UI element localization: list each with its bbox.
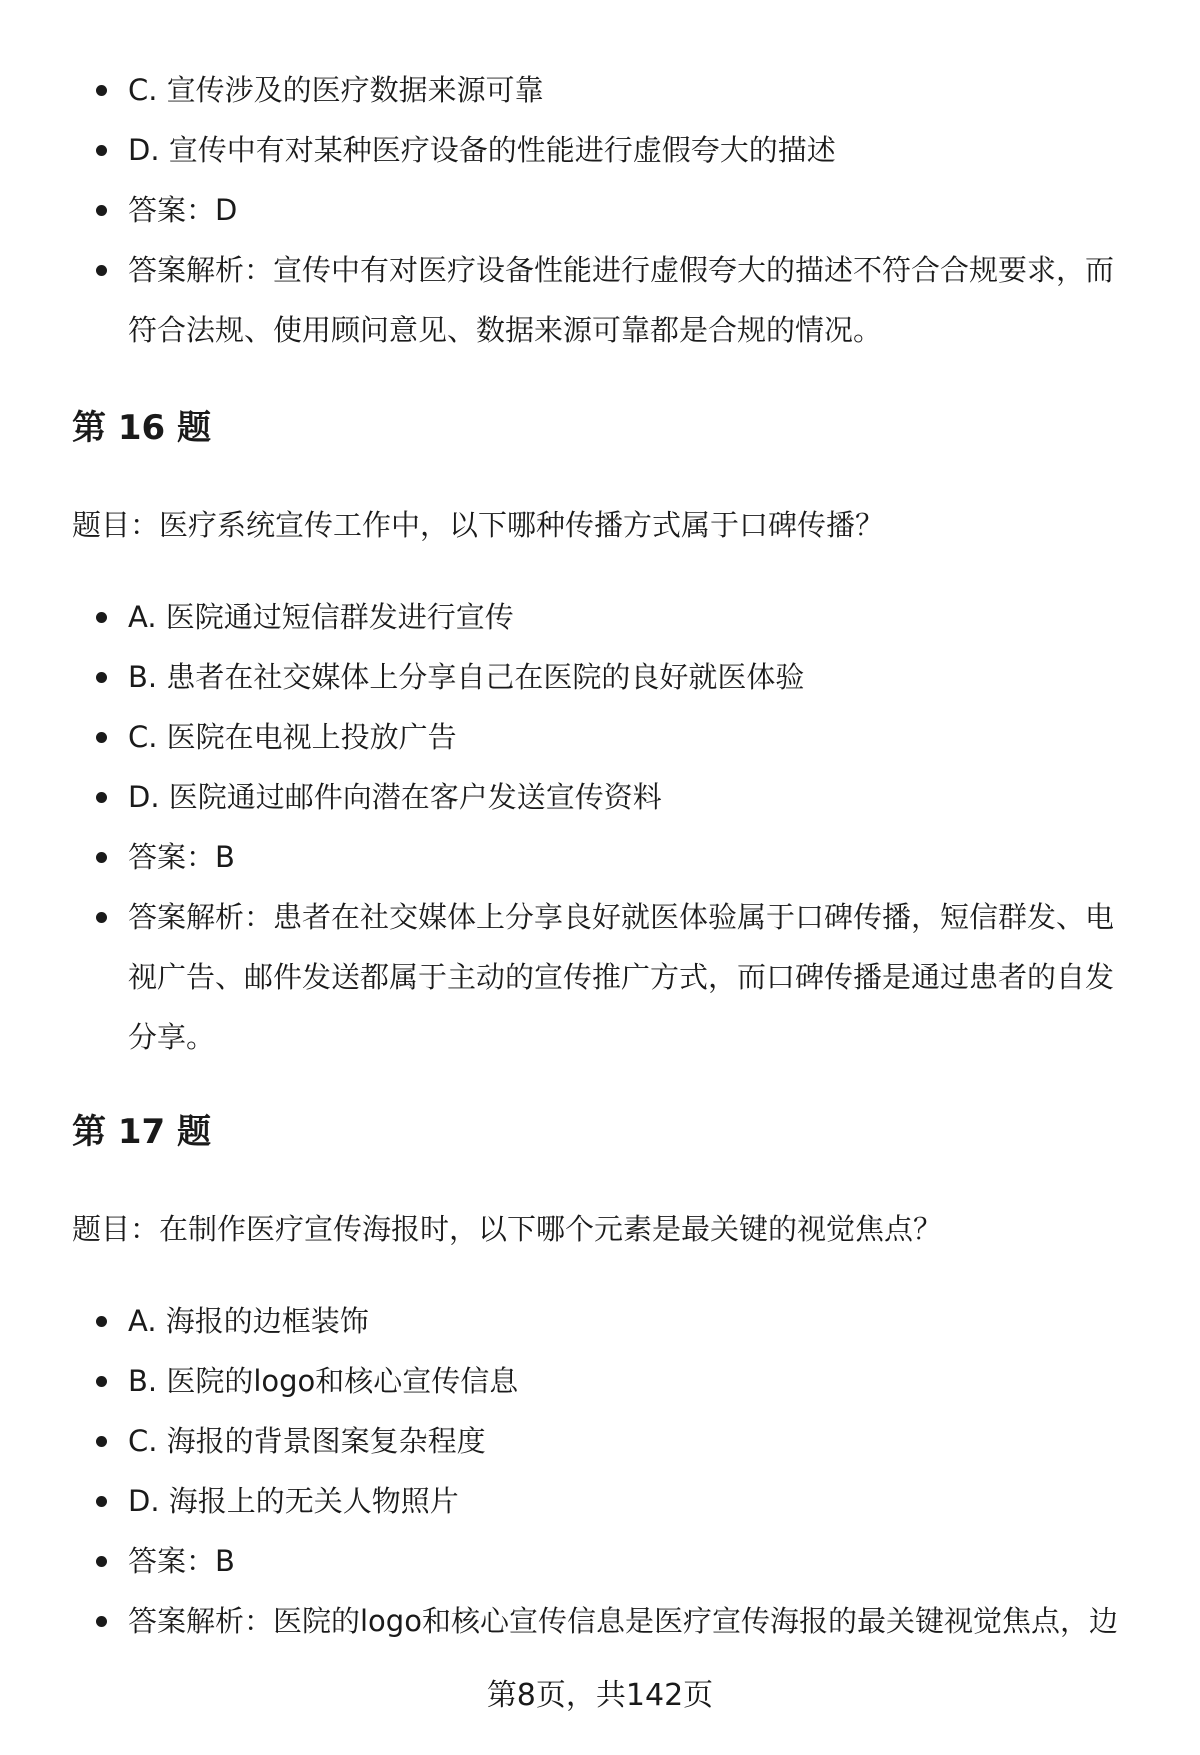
bullet-icon	[96, 1616, 107, 1627]
option-b	[0, 647, 1200, 707]
explanation-line-2: 视广告、邮件发送都属于主动的宣传推广方式，而口碑传播是通过患者的自发	[128, 960, 1115, 994]
answer	[0, 180, 1200, 240]
option-text: A. 海报的边框装饰	[128, 1304, 369, 1338]
bullet-icon	[96, 672, 107, 683]
answer-explanation-continued	[0, 1007, 1200, 1067]
option-list	[0, 60, 1200, 360]
page-number-footer: 第8页，共142页	[486, 1678, 714, 1713]
option-c	[0, 60, 1200, 120]
option-d	[0, 767, 1200, 827]
question-17-options	[0, 1291, 1200, 1651]
bullet-icon	[96, 265, 107, 276]
question-15-continuation	[0, 60, 1200, 360]
explanation-line-1: 答案解析：宣传中有对医疗设备性能进行虚假夸大的描述不符合合规要求，而	[128, 253, 1115, 287]
bullet-icon	[96, 1436, 107, 1447]
bullet-icon	[96, 145, 107, 156]
option-list	[0, 1291, 1200, 1651]
option-d	[0, 120, 1200, 180]
option-a	[0, 587, 1200, 647]
bullet-icon	[96, 1496, 107, 1507]
answer-text: 答案：B	[128, 1544, 235, 1578]
bullet-icon	[96, 852, 107, 863]
bullet-icon	[96, 792, 107, 803]
question-16-heading: 第 16 题	[72, 408, 211, 448]
explanation-line-1: 答案解析：医院的logo和核心宣传信息是医疗宣传海报的最关键视觉焦点，边	[128, 1604, 1118, 1638]
option-text: B. 患者在社交媒体上分享自己在医院的良好就医体验	[128, 660, 805, 694]
answer	[0, 827, 1200, 887]
explanation-line-3: 分享。	[128, 1020, 216, 1054]
option-c	[0, 1411, 1200, 1471]
bullet-icon	[96, 912, 107, 923]
bullet-icon	[96, 1556, 107, 1567]
option-text: C. 海报的背景图案复杂程度	[128, 1424, 486, 1458]
question-17-text: 题目：在制作医疗宣传海报时，以下哪个元素是最关键的视觉焦点？	[72, 1212, 943, 1246]
answer-explanation	[0, 240, 1200, 300]
option-list	[0, 587, 1200, 1067]
option-text: C. 宣传涉及的医疗数据来源可靠	[128, 73, 544, 107]
bullet-icon	[96, 1316, 107, 1327]
option-text: B. 医院的logo和核心宣传信息	[128, 1364, 519, 1398]
option-a	[0, 1291, 1200, 1351]
bullet-icon	[96, 732, 107, 743]
explanation-line-1: 答案解析：患者在社交媒体上分享良好就医体验属于口碑传播，短信群发、电	[128, 900, 1115, 934]
option-text: C. 医院在电视上投放广告	[128, 720, 457, 754]
answer-text: 答案：D	[128, 193, 238, 227]
question-17-heading: 第 17 题	[72, 1112, 211, 1152]
answer-explanation	[0, 887, 1200, 947]
option-c	[0, 707, 1200, 767]
explanation-line-2: 符合法规、使用顾问意见、数据来源可靠都是合规的情况。	[128, 313, 883, 347]
option-text: D. 宣传中有对某种医疗设备的性能进行虚假夸大的描述	[128, 133, 836, 167]
option-b	[0, 1351, 1200, 1411]
option-text: D. 海报上的无关人物照片	[128, 1484, 459, 1518]
bullet-icon	[96, 85, 107, 96]
answer-explanation-continued	[0, 300, 1200, 360]
question-16-text: 题目：医疗系统宣传工作中，以下哪种传播方式属于口碑传播？	[72, 508, 885, 542]
bullet-icon	[96, 612, 107, 623]
answer	[0, 1531, 1200, 1591]
bullet-icon	[96, 205, 107, 216]
bullet-icon	[96, 1376, 107, 1387]
answer-text: 答案：B	[128, 840, 235, 874]
option-text: D. 医院通过邮件向潜在客户发送宣传资料	[128, 780, 662, 814]
option-text: A. 医院通过短信群发进行宣传	[128, 600, 514, 634]
question-16-options	[0, 587, 1200, 1067]
option-d	[0, 1471, 1200, 1531]
answer-explanation	[0, 1591, 1200, 1651]
answer-explanation-continued	[0, 947, 1200, 1007]
